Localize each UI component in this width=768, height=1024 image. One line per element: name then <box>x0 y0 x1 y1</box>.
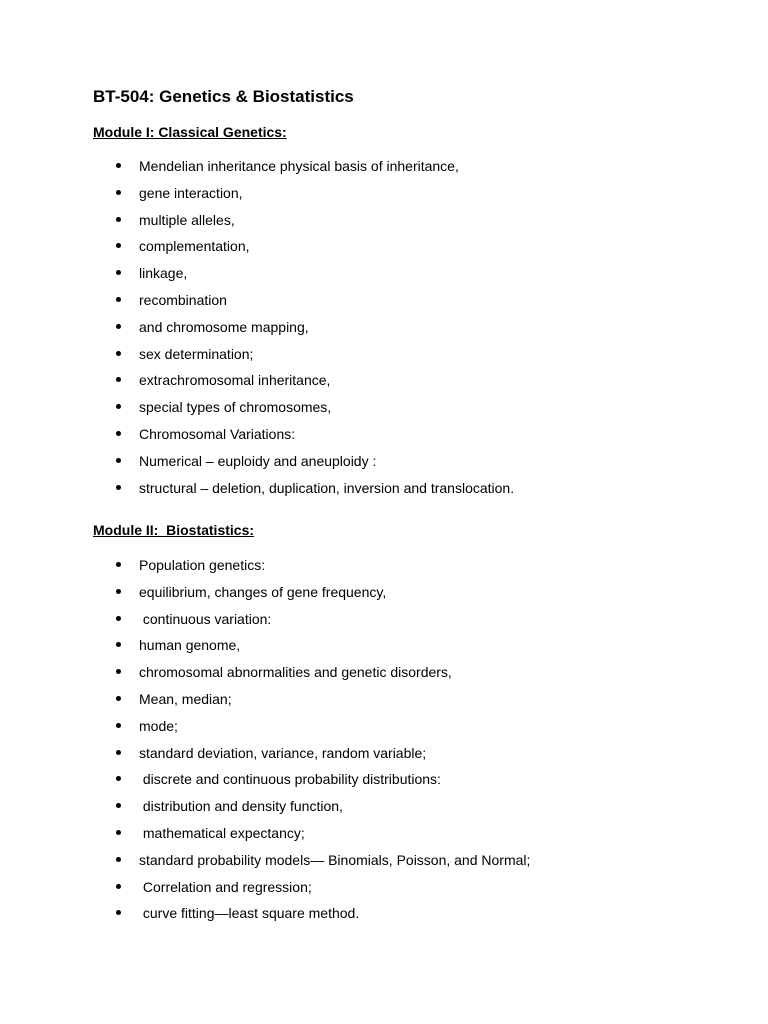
bullet-icon <box>116 696 121 701</box>
list-item-text: standard deviation, variance, random variable; <box>139 744 427 761</box>
bullet-icon <box>116 830 121 835</box>
list-item-text: recombination <box>139 291 227 308</box>
list-item-text: structural – deletion, duplication, inversion and translocation. <box>139 479 515 496</box>
list-item-text: Mean, median; <box>139 690 232 707</box>
bullet-icon <box>116 217 121 222</box>
list-item-text: discrete and continuous probability distributions: <box>139 771 441 788</box>
list-item-text: standard probability models— Binomials, Poisson, and Normal; <box>139 851 531 868</box>
list-item-text: human genome, <box>139 637 241 654</box>
bullet-icon <box>116 351 121 356</box>
bullet-icon <box>116 458 121 463</box>
list-item-text: mathematical expectancy; <box>139 824 305 841</box>
list-item-text: and chromosome mapping, <box>139 318 309 335</box>
bullet-icon <box>116 324 121 329</box>
list-item-text: chromosomal abnormalities and genetic disorders, <box>139 664 452 681</box>
bullet-icon <box>116 377 121 382</box>
bullet-icon <box>116 803 121 808</box>
bullet-icon <box>116 562 121 567</box>
bullet-icon <box>116 857 121 862</box>
bullet-icon <box>116 884 121 889</box>
bullet-icon <box>116 776 121 781</box>
list-item-text: distribution and density function, <box>139 798 343 815</box>
bullet-icon <box>116 723 121 728</box>
list-item-text: extrachromosomal inheritance, <box>139 372 331 389</box>
bullet-icon <box>116 910 121 915</box>
bullet-icon <box>116 270 121 275</box>
bullet-icon <box>116 642 121 647</box>
list-item-text: Correlation and regression; <box>139 878 312 895</box>
bullet-icon <box>116 616 121 621</box>
bullet-icon <box>116 589 121 594</box>
list-item-text: equilibrium, changes of gene frequency, <box>139 583 387 600</box>
list-item-text: gene interaction, <box>139 184 243 201</box>
bullet-icon <box>116 190 121 195</box>
bullet-icon <box>116 243 121 248</box>
list-item-text: multiple alleles, <box>139 211 235 228</box>
list-item-text: Chromosomal Variations: <box>139 425 296 442</box>
list-item-text: mode; <box>139 717 178 734</box>
list-item-text: sex determination; <box>139 345 254 362</box>
bullet-icon <box>116 163 121 168</box>
list-item-text: linkage, <box>139 265 188 282</box>
bullet-icon <box>116 669 121 674</box>
module-2-heading: Module II: Biostatistics: <box>93 522 255 538</box>
module-1-heading: Module I: Classical Genetics: <box>93 124 287 140</box>
bullet-icon <box>116 485 121 490</box>
list-item-text: Mendelian inheritance physical basis of inheritance, <box>139 158 459 174</box>
list-item-text: Population genetics: <box>139 557 266 573</box>
bullet-icon <box>116 750 121 755</box>
list-item-text: continuous variation: <box>139 610 272 627</box>
bullet-icon <box>116 297 121 302</box>
document-title: BT-504: Genetics & Biostatistics <box>93 87 354 106</box>
bullet-icon <box>116 431 121 436</box>
bullet-icon <box>116 404 121 409</box>
list-item-text: Numerical – euploidy and aneuploidy : <box>139 452 377 469</box>
list-item-text: curve fitting—least square method. <box>139 905 360 922</box>
list-item-text: special types of chromosomes, <box>139 399 332 416</box>
list-item-text: complementation, <box>139 238 250 255</box>
